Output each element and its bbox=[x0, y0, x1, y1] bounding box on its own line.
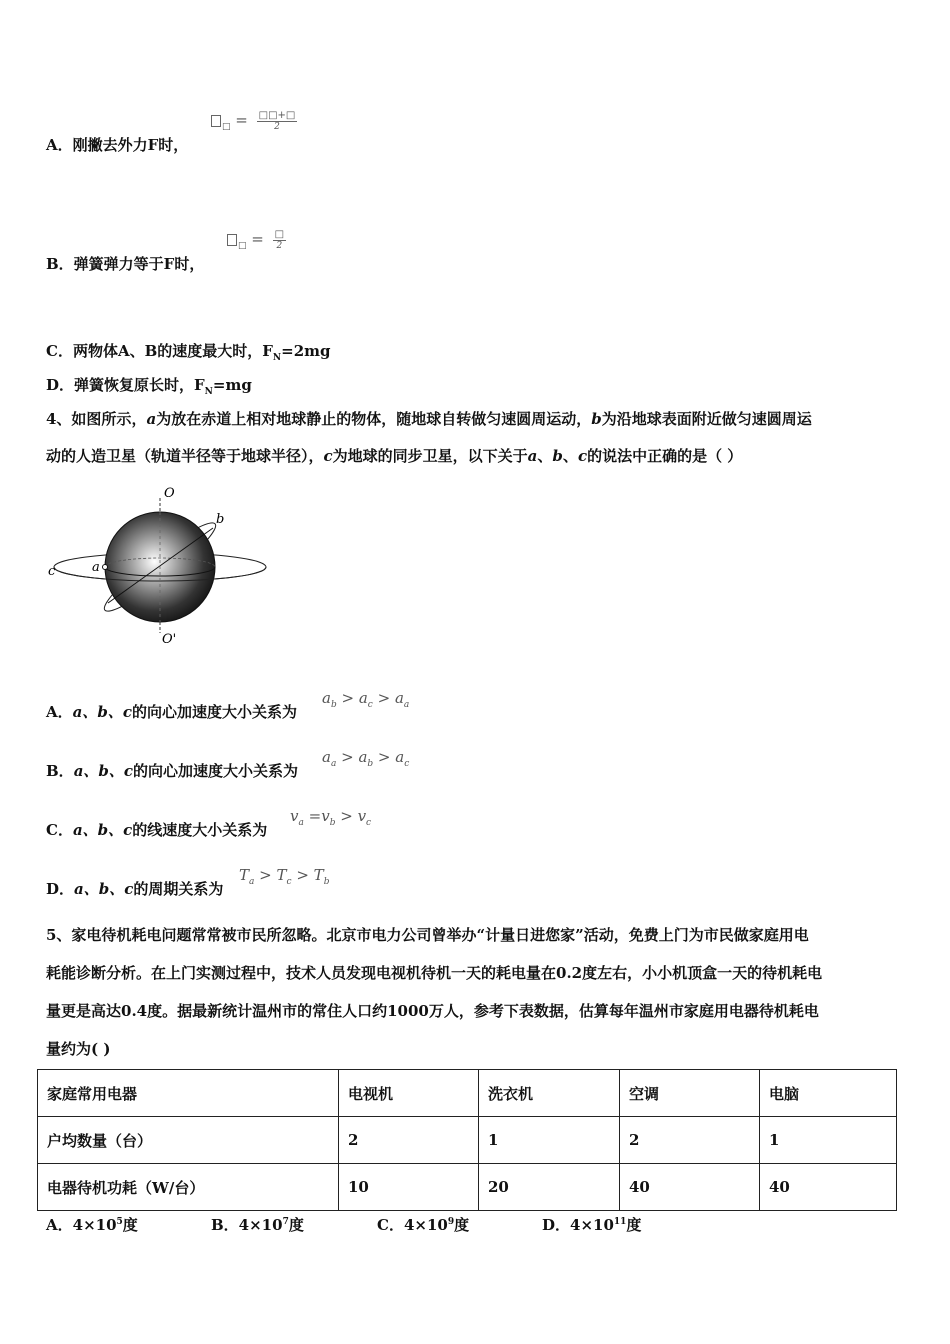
f-op: > bbox=[373, 748, 396, 766]
option-unit: 度 bbox=[454, 1216, 470, 1234]
q3-option-b-formula: $_□$ = $\frac{□}{2}$ bbox=[226, 229, 286, 251]
q3-option-d-text: D．弹簧恢复原长时，F bbox=[46, 376, 205, 394]
f-sub: c bbox=[404, 759, 410, 769]
fraction bbox=[257, 110, 298, 132]
q5-options bbox=[46, 1214, 641, 1235]
option-exp: 5 bbox=[116, 1217, 123, 1227]
table-row bbox=[38, 1117, 897, 1164]
q4-var-a: a bbox=[146, 410, 157, 428]
label-c: c bbox=[48, 564, 56, 579]
q4-text: 为放在赤道上相对地球静止的物体，随地球自转做匀速圆周运动， bbox=[156, 410, 592, 428]
q4-stem-line1 bbox=[46, 409, 812, 429]
q3-option-c-sub: N bbox=[272, 353, 282, 363]
table-cell: 电脑 bbox=[760, 1070, 897, 1117]
appliance-table bbox=[37, 1069, 897, 1211]
label-a: a bbox=[92, 560, 100, 575]
q4-option-b bbox=[46, 761, 298, 781]
f-op: > bbox=[372, 689, 395, 707]
option-prefix: A． bbox=[46, 703, 73, 721]
q4-text: 4、如图所示， bbox=[46, 410, 147, 428]
f-sub: a bbox=[298, 818, 304, 828]
table-cell: 40 bbox=[760, 1164, 897, 1211]
table-cell: 电器待机功耗（W/台） bbox=[38, 1164, 339, 1211]
q4-option-a-formula bbox=[322, 689, 409, 710]
q4-var-b: b bbox=[552, 447, 563, 465]
fraction-numerator: □ bbox=[274, 229, 285, 240]
table-cell: 2 bbox=[620, 1117, 760, 1164]
q3-option-c-rest: =2mg bbox=[281, 342, 331, 360]
f-sub: c bbox=[286, 877, 292, 887]
f-var: a bbox=[358, 748, 368, 766]
label-O-prime: O' bbox=[162, 632, 177, 647]
f-var: a bbox=[322, 689, 331, 707]
q4-var-c: c bbox=[323, 447, 333, 465]
q4-sep: 、 bbox=[562, 447, 578, 465]
f-var: T bbox=[313, 866, 324, 884]
q3-option-d bbox=[46, 375, 252, 402]
f-var: a bbox=[395, 748, 405, 766]
option-prefix: C． bbox=[46, 821, 73, 839]
option-prefix: D． bbox=[46, 880, 75, 898]
q3-option-a-text: A．刚撇去外力F时， bbox=[46, 136, 189, 154]
q4-option-d-formula bbox=[239, 866, 329, 887]
option-text: 的周期关系为 bbox=[133, 880, 224, 898]
f-op: = bbox=[303, 807, 322, 825]
f-op: > bbox=[335, 807, 358, 825]
q5-option-c bbox=[377, 1214, 542, 1235]
q3-option-a bbox=[46, 135, 188, 155]
q5-stem-line1: 5、家电待机耗电问题常常被市民所忽略。北京市电力公司曾举办“计量日进您家”活动，免费上门为市民做家庭用电 bbox=[46, 926, 809, 944]
q4-option-b-formula bbox=[322, 748, 409, 769]
earth-orbit-figure bbox=[48, 483, 278, 648]
option-unit: 度 bbox=[122, 1216, 138, 1234]
fraction-denominator: 2 bbox=[274, 122, 280, 132]
q4-text: 的说法中正确的是（ ） bbox=[587, 447, 743, 465]
table-cell: 洗衣机 bbox=[479, 1070, 620, 1117]
table-row bbox=[38, 1164, 897, 1211]
option-prefix: D．4×10 bbox=[542, 1216, 614, 1234]
q5-option-a bbox=[46, 1214, 211, 1235]
q4-option-d bbox=[46, 879, 223, 899]
option-vars: a、b、c bbox=[74, 880, 134, 898]
f-sub: a bbox=[249, 877, 255, 887]
option-unit: 度 bbox=[288, 1216, 304, 1234]
formula-box bbox=[227, 234, 237, 246]
q5-option-d bbox=[542, 1214, 641, 1235]
q4-option-c-formula bbox=[290, 807, 371, 828]
q5-stem-line2: 耗能诊断分析。在上门实测过程中，技术人员发现电视机待机一天的耗电量在0.2度左右，小小机顶盒一天的待机耗电 bbox=[46, 964, 823, 982]
q4-text: 动的人造卫星（轨道半径等于地球半径）， bbox=[46, 447, 324, 465]
q4-sep: 、 bbox=[537, 447, 553, 465]
option-unit: 度 bbox=[626, 1216, 642, 1234]
option-vars: a、b、c bbox=[73, 762, 134, 780]
option-text: 的向心加速度大小关系为 bbox=[131, 703, 297, 721]
label-b: b bbox=[216, 512, 225, 527]
f-var: T bbox=[276, 866, 287, 884]
f-var: T bbox=[239, 866, 250, 884]
q3-option-d-sub: N bbox=[204, 387, 213, 397]
f-var: v bbox=[321, 807, 330, 825]
table-header-row bbox=[38, 1070, 897, 1117]
f-var: v bbox=[357, 807, 367, 825]
q4-option-a bbox=[46, 702, 297, 722]
f-var: a bbox=[394, 689, 404, 707]
table-cell: 空调 bbox=[620, 1070, 760, 1117]
option-exp: 9 bbox=[447, 1217, 455, 1227]
fraction-denominator: 2 bbox=[276, 241, 283, 251]
q3-option-b bbox=[46, 254, 204, 274]
f-op: > bbox=[336, 689, 359, 707]
option-vars: a、b、c bbox=[72, 703, 132, 721]
q4-text: 为沿地球表面附近做匀速圆周运 bbox=[601, 410, 812, 428]
fraction bbox=[273, 229, 286, 251]
f-op: > bbox=[254, 866, 277, 884]
f-sub: c bbox=[367, 700, 373, 710]
q5-stem-line3: 量更是高达0.4度。据最新统计温州市的常住人口约1000万人，参考下表数据，估算每年温州市家庭用电器待机耗电 bbox=[46, 1002, 819, 1020]
table-cell: 20 bbox=[479, 1164, 620, 1211]
q4-stem-line2 bbox=[46, 446, 742, 466]
f-sub: b bbox=[330, 700, 337, 710]
f-var: v bbox=[290, 807, 299, 825]
option-prefix: B．4×10 bbox=[211, 1216, 283, 1234]
label-O: O bbox=[164, 486, 175, 501]
option-text: 的向心加速度大小关系为 bbox=[133, 762, 299, 780]
formula-box bbox=[211, 115, 221, 127]
q4-var-c: c bbox=[577, 447, 588, 465]
q3-option-c bbox=[46, 341, 331, 368]
q5-stem-line4: 量约为( ) bbox=[46, 1040, 111, 1058]
table-cell: 1 bbox=[760, 1117, 897, 1164]
option-exp: 11 bbox=[613, 1217, 627, 1227]
f-sub: b bbox=[329, 818, 336, 828]
point-a bbox=[103, 565, 108, 570]
table-cell: 1 bbox=[479, 1117, 620, 1164]
f-sub: a bbox=[403, 700, 410, 710]
f-op: > bbox=[336, 748, 359, 766]
fraction-numerator: □□+□ bbox=[258, 110, 296, 121]
q4-option-c bbox=[46, 820, 267, 840]
q5-option-b bbox=[211, 1214, 377, 1235]
q3-option-d-rest: =mg bbox=[212, 376, 252, 394]
f-sub: b bbox=[323, 877, 330, 887]
q4-text: 为地球的同步卫星，以下关于 bbox=[332, 447, 528, 465]
option-vars: a、b、c bbox=[72, 821, 133, 839]
f-op: > bbox=[291, 866, 314, 884]
table-cell: 10 bbox=[339, 1164, 479, 1211]
formula-sub: □ bbox=[238, 241, 247, 251]
q3-option-b-text: B．弹簧弹力等于F时， bbox=[46, 255, 205, 273]
f-sub: a bbox=[330, 759, 337, 769]
q4-var-a: a bbox=[527, 447, 538, 465]
table-cell: 户均数量（台） bbox=[38, 1117, 339, 1164]
f-var: a bbox=[322, 748, 331, 766]
f-var: a bbox=[358, 689, 368, 707]
option-prefix: A．4×10 bbox=[46, 1216, 117, 1234]
table-cell: 家庭常用电器 bbox=[38, 1070, 339, 1117]
q3-option-a-formula: $_□$ = $\frac{□□+□}{2}$ bbox=[210, 110, 297, 132]
option-exp: 7 bbox=[282, 1217, 289, 1227]
option-prefix: B． bbox=[46, 762, 74, 780]
option-prefix: C．4×10 bbox=[377, 1216, 448, 1234]
table-cell: 2 bbox=[339, 1117, 479, 1164]
formula-sub: □ bbox=[222, 122, 231, 132]
table-cell: 电视机 bbox=[339, 1070, 479, 1117]
table-cell: 40 bbox=[620, 1164, 760, 1211]
q4-var-b: b bbox=[591, 410, 602, 428]
f-sub: c bbox=[366, 818, 372, 828]
q3-option-c-text: C．两物体A、B的速度最大时，F bbox=[46, 342, 273, 360]
f-sub: b bbox=[367, 759, 374, 769]
option-text: 的线速度大小关系为 bbox=[132, 821, 268, 839]
